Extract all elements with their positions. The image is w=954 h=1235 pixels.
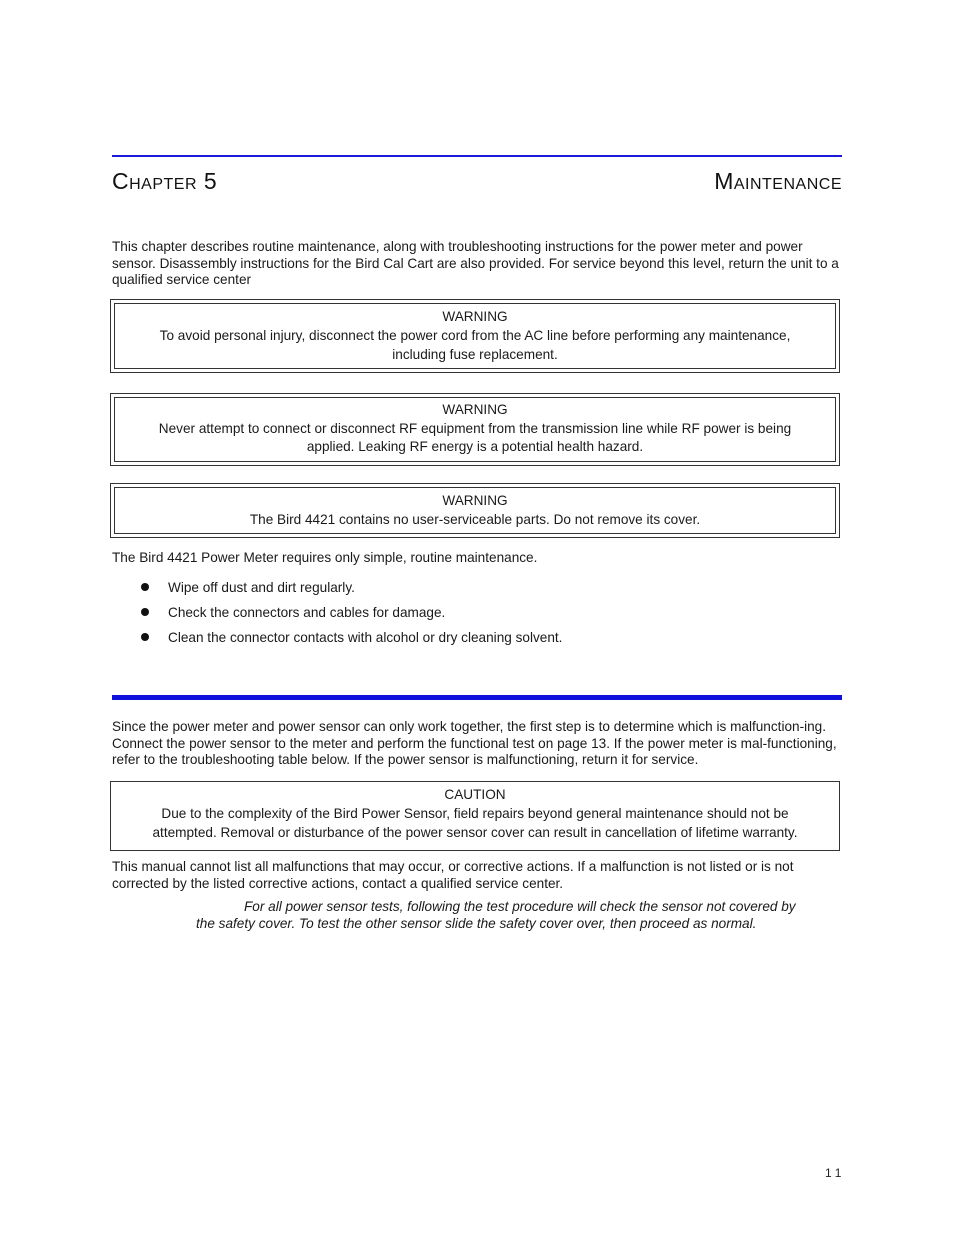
page-number: 11 [825, 1166, 846, 1180]
warning-text: Never attempt to connect or disconnect RF equipment from the transmission line while RF power is being applied. Leaking RF energy is a potential health hazard. [158, 420, 792, 454]
bullet-icon [141, 608, 149, 616]
routine-intro: The Bird 4421 Power Meter requires only simple, routine maintenance. [112, 550, 538, 565]
caution-box [110, 781, 840, 851]
troubleshooting-intro: Since the power meter and power sensor can only work together, the first step is to determine which is malfunction-ing. Connect the power sensor to the meter and perform the functional test on page 13. If the power meter is mal-functioning, refer to the troubleshooting table below. If the power sensor is malfunctioning, return it for service. [112, 719, 837, 767]
chapter-header [112, 168, 842, 198]
caution-text: Due to the complexity of the Bird Power Sensor, field repairs beyond general maintenance should not be attempted. Removal or disturbance of the power sensor cover can result in cancellation of lifetime warranty. [152, 806, 798, 840]
chapter-title: Maintenance [714, 168, 842, 194]
list-item: Wipe off dust and dirt regularly. [112, 575, 562, 600]
warning-box-1 [110, 299, 840, 373]
chapter-label: Chapter 5 [112, 168, 218, 194]
warning-box-2 [110, 393, 840, 466]
warning-heading: WARNING [442, 493, 508, 508]
warning-heading: WARNING [442, 309, 508, 324]
list-item: Clean the connector contacts with alcohol or dry cleaning solvent. [112, 625, 562, 650]
malfunction-paragraph: This manual cannot list all malfunctions that may occur, or corrective actions. If a malfunction is not listed or is not corrected by the listed corrective actions, contact a qualified service center. [112, 859, 794, 891]
note-paragraph: For all power sensor tests, following the test procedure will check the sensor not covered by the safety cover. To test the other sensor slide the safety cover over, then proceed as normal. [196, 899, 796, 931]
chapter-rule [112, 155, 842, 157]
list-item: Check the connectors and cables for damage. [112, 600, 562, 625]
bullet-icon [141, 633, 149, 641]
section-rule [112, 695, 842, 700]
warning-heading: WARNING [442, 402, 508, 417]
warning-text: To avoid personal injury, disconnect the power cord from the AC line before performing any maintenance, including fuse replacement. [159, 328, 791, 362]
caution-heading: CAUTION [444, 787, 506, 802]
warning-text: The Bird 4421 contains no user-serviceable parts. Do not remove its cover. [249, 512, 701, 527]
bullet-icon [141, 583, 149, 591]
intro-paragraph: This chapter describes routine maintenance, along with troubleshooting instructions for the power meter and power sensor. Disassembly instructions for the Bird Cal Cart are also provided. For service beyond this level, return the unit to a qualified service center [112, 239, 839, 287]
maintenance-list [112, 575, 562, 650]
warning-box-3 [110, 483, 840, 538]
